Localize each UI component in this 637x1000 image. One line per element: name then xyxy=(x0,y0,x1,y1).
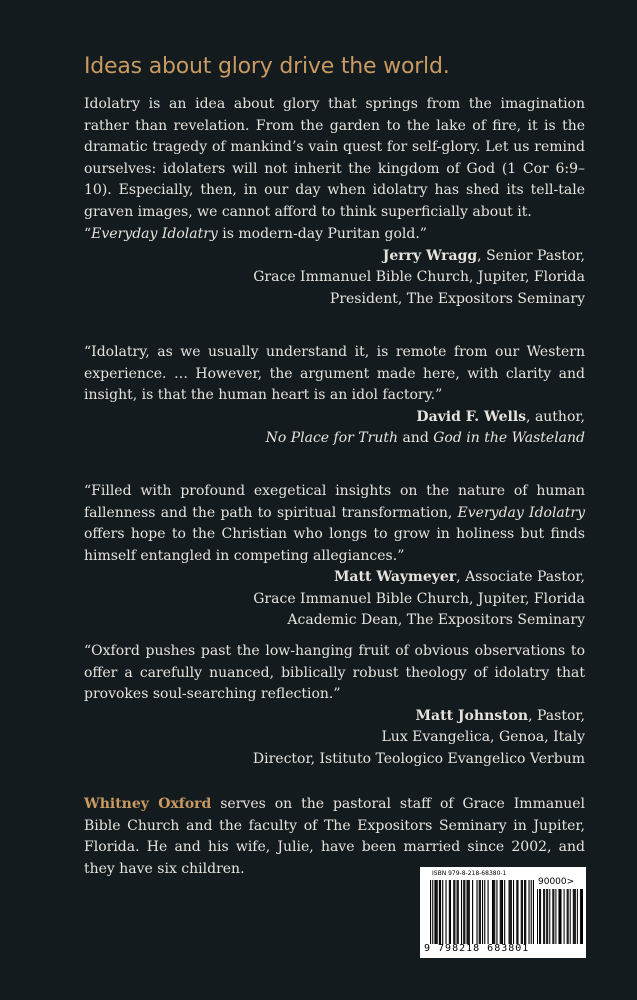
barcode-bar xyxy=(524,880,525,944)
barcode-bar xyxy=(439,880,440,944)
barcode-bar xyxy=(476,880,477,944)
quote-attribution: David F. Wells, author, xyxy=(416,408,585,425)
barcode-bar xyxy=(442,880,443,944)
barcode-bar xyxy=(463,880,464,944)
endorsement-waymeyer xyxy=(84,481,585,632)
endorser-works: No Place for Truth and God in the Wasteland xyxy=(265,430,585,446)
book-title: Everyday Idolatry xyxy=(91,226,218,242)
endorser-affiliation: Lux Evangelica, Genoa, Italy xyxy=(381,729,585,745)
barcode-bar xyxy=(574,889,575,944)
barcode-bar xyxy=(510,880,511,944)
endorser-affiliation: Grace Immanuel Bible Church, Jupiter, Florida xyxy=(253,269,585,285)
barcode-bar xyxy=(440,880,441,944)
barcode-bar xyxy=(552,889,553,944)
barcode-bar xyxy=(502,880,503,944)
barcode-bar xyxy=(457,880,458,944)
barcode-bar xyxy=(472,880,473,944)
author-bio: Whitney Oxford serves on the pastoral staff of Grace Immanuel Bible Church and the faculty of The Expositors Seminary in Jupiter, Florida. He and his wife, Julie, have been married since 2002, and they have six children. xyxy=(84,796,585,877)
quote-text: “Oxford pushes past the low-hanging fruit of obvious observations to offer a carefully nuanced, biblically robust theology of idolatry that provokes soul-searching reflection.” xyxy=(84,643,585,702)
barcode-bar xyxy=(464,880,465,944)
barcode-bar xyxy=(449,880,450,944)
endorser-name: Jerry Wragg xyxy=(382,247,478,264)
barcode-bar xyxy=(544,889,545,944)
barcode-bar xyxy=(567,889,568,944)
book-title: Everyday Idolatry xyxy=(457,504,586,521)
barcode-bar xyxy=(549,889,550,944)
book-title: No Place for Truth xyxy=(265,430,398,446)
barcode-bar xyxy=(525,880,526,944)
barcode-bar xyxy=(445,880,446,944)
barcode-digits: 9 798218 683801 xyxy=(424,943,530,954)
intro-paragraph: Idolatry is an idea about glory that springs from the imagination rather than revelation. From the garden to the lake of fire, it is the dramatic tragedy of mankind’s vain quest for self-glory. Let us remind ourselves: idolaters will not inherit the kingdom of God (1 Cor 6:9–10). Especially, then, in our day when idolatry has shed its tell-tale graven images, we cannot afford to think superficially about it. xyxy=(84,96,585,220)
endorser-affiliation: Academic Dean, The Expositors Seminary xyxy=(287,612,585,628)
barcode-addon-bars xyxy=(537,889,583,944)
barcode-bar xyxy=(430,880,431,944)
endorsement-wells xyxy=(84,342,585,450)
barcode-bar xyxy=(516,880,517,944)
barcode-bar xyxy=(522,880,523,944)
barcode-bar xyxy=(453,880,454,944)
barcode-bar xyxy=(511,880,512,944)
endorser-name: David F. Wells xyxy=(416,408,527,425)
barcode-bar xyxy=(480,880,481,944)
barcode-bar xyxy=(575,889,576,944)
endorsement-johnston xyxy=(84,641,585,770)
endorser-affiliation: Director, Istituto Teologico Evangelico Verbum xyxy=(252,750,585,767)
barcode-bar xyxy=(500,880,501,944)
barcode-bar xyxy=(577,889,578,944)
barcode-bar xyxy=(582,889,583,944)
barcode-bar xyxy=(458,880,459,944)
barcode-bar xyxy=(469,880,470,944)
barcode-bar xyxy=(521,880,522,944)
barcode-bar xyxy=(436,880,437,944)
barcode-bar xyxy=(533,880,534,944)
barcode-bar xyxy=(555,889,556,944)
author-name: Whitney Oxford xyxy=(84,796,212,812)
barcode-bar xyxy=(513,880,514,944)
barcode-bar xyxy=(432,880,433,944)
quote-text: “Filled with profound exegetical insights on the nature of human fallenness and the path to spiritual transformation, Everyday Idolatry offers hope to the Christian who longs to grow in holiness but finds himself entangled in competing allegiances.” xyxy=(84,483,586,564)
endorsement-wragg xyxy=(84,224,585,310)
barcode-bar xyxy=(517,880,518,944)
isbn-barcode xyxy=(420,867,586,958)
barcode-bar xyxy=(539,889,540,944)
quote-text: “Idolatry, as we usually understand it, is remote from our Western experience. … However, the argument made here, with clarity and insight, is that the human heart is an idol factory.” xyxy=(84,344,585,403)
barcode-bar xyxy=(531,880,532,944)
barcode-bar xyxy=(454,880,455,944)
barcode-bar xyxy=(553,889,554,944)
quote-text: “Everyday Idolatry is modern-day Puritan gold.” xyxy=(84,226,427,242)
quote-attribution: Matt Waymeyer, Associate Pastor, xyxy=(333,569,585,585)
barcode-bar xyxy=(504,880,505,944)
barcode-bar xyxy=(537,889,538,944)
barcode-bar xyxy=(492,880,493,944)
endorser-affiliation: Grace Immanuel Bible Church, Jupiter, Florida xyxy=(253,590,585,607)
barcode-bar xyxy=(564,889,565,944)
barcode-bar xyxy=(570,889,571,944)
price-code: 90000> xyxy=(538,877,575,887)
barcode-bars xyxy=(430,880,534,944)
barcode-bar xyxy=(488,880,489,944)
barcode-bar xyxy=(482,880,483,944)
barcode-bar xyxy=(461,880,462,944)
barcode-bar xyxy=(494,880,495,944)
barcode-bar xyxy=(509,880,510,944)
barcode-bar xyxy=(479,880,480,944)
headline: Ideas about glory drive the world. xyxy=(84,54,450,79)
barcode-bar xyxy=(573,889,574,944)
barcode-bar xyxy=(528,880,529,944)
barcode-bar xyxy=(437,880,438,944)
barcode-bar xyxy=(468,880,469,944)
barcode-bar xyxy=(558,889,559,944)
barcode-bar xyxy=(581,889,582,944)
endorser-name: Matt Johnston xyxy=(415,707,529,724)
barcode-bar xyxy=(484,880,485,944)
barcode-bar xyxy=(543,889,544,944)
barcode-bar xyxy=(568,889,569,944)
isbn-label: ISBN 979-8-218-68380-1 xyxy=(432,870,507,877)
barcode-bar xyxy=(546,889,547,944)
barcode-bar xyxy=(434,880,435,944)
barcode-bar xyxy=(580,889,581,944)
barcode-bar xyxy=(540,889,541,944)
endorser-name: Matt Waymeyer xyxy=(333,569,457,585)
barcode-bar xyxy=(547,889,548,944)
barcode-bar xyxy=(559,889,560,944)
barcode-bar xyxy=(561,889,562,944)
barcode-bar xyxy=(496,880,497,944)
barcode-bar xyxy=(450,880,451,944)
barcode-bar xyxy=(467,880,468,944)
barcode-bar xyxy=(501,880,502,944)
book-title: God in the Wasteland xyxy=(433,430,585,446)
quote-attribution: Matt Johnston, Pastor, xyxy=(415,707,585,724)
endorser-affiliation: President, The Expositors Seminary xyxy=(329,290,585,307)
quote-attribution: Jerry Wragg, Senior Pastor, xyxy=(382,247,585,264)
barcode-bar xyxy=(493,880,494,944)
